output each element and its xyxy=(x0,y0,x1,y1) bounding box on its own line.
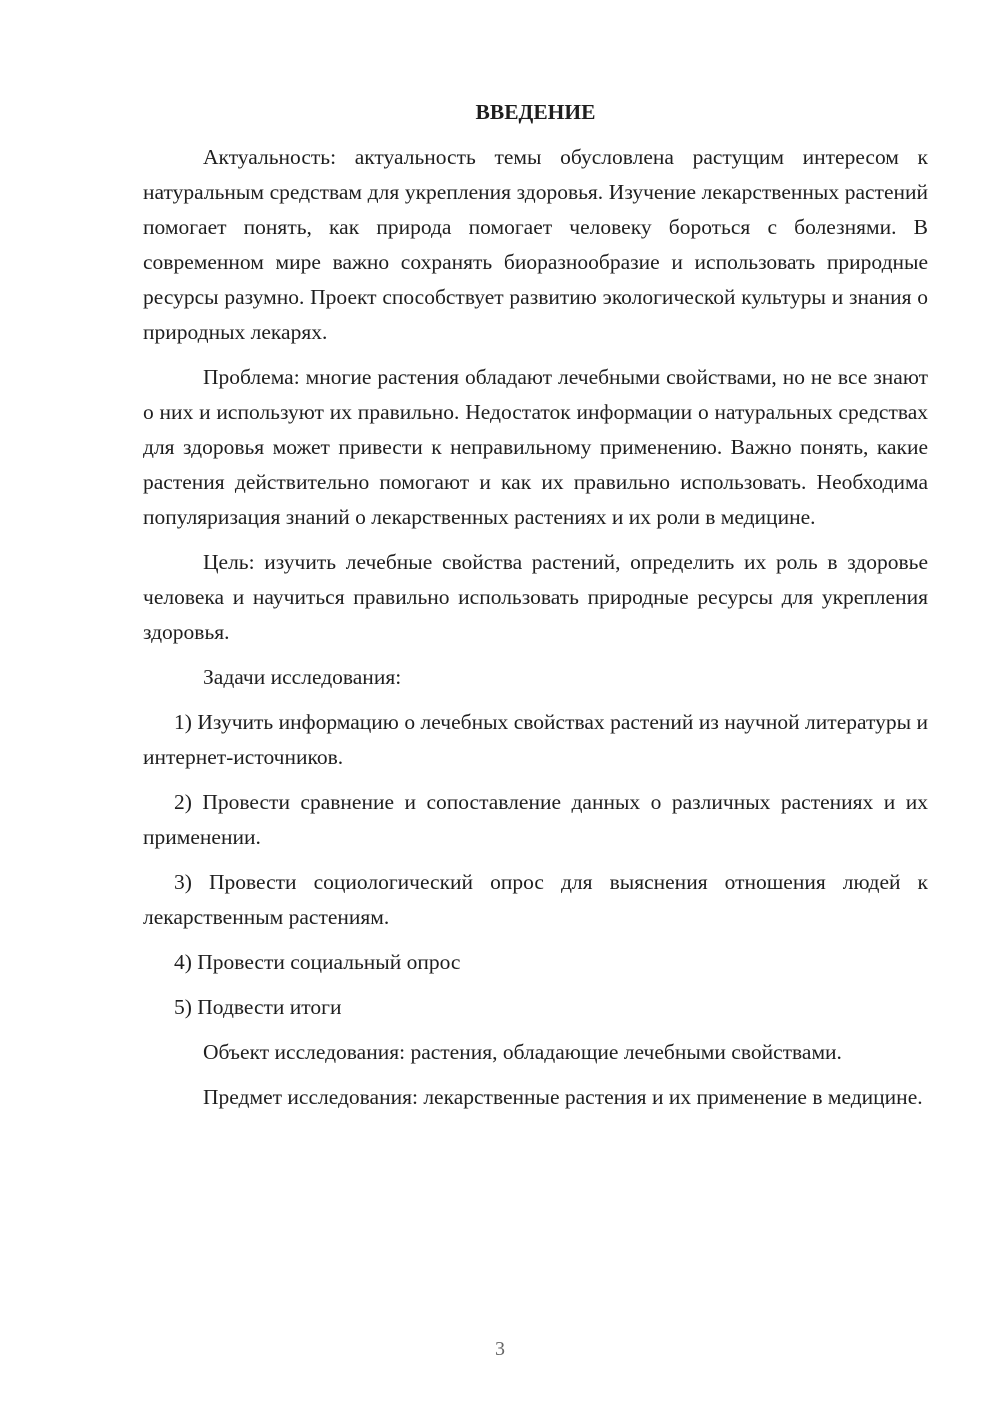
task-item-1: 1) Изучить информацию о лечебных свойствах растений из научной литературы и интернет-источников. xyxy=(143,710,928,769)
section-title: ВВЕДЕНИЕ xyxy=(475,100,596,124)
problem-paragraph: Проблема: многие растения обладают лечебными свойствами, но не все знают о них и используют их правильно. Недостаток информации о натуральных средствах для здоровья может привести к неправильному применению. Важно понять, какие растения действительно помогают и как их правильно использовать. Необходима популяризация знаний о лекарственных растениях и их роли в медицине. xyxy=(143,365,928,529)
task-item-3: 3) Провести социологический опрос для выяснения отношения людей к лекарственным растениям. xyxy=(143,870,928,929)
task-item-2: 2) Провести сравнение и сопоставление данных о различных растениях и их применении. xyxy=(143,790,928,849)
relevance-paragraph: Актуальность: актуальность темы обусловлена растущим интересом к натуральным средствам для укрепления здоровья. Изучение лекарственных растений помогает понять, как природа помогает человеку бороться с болезнями. В современном мире важно сохранять биоразнообразие и использовать природные ресурсы разумно. Проект способствует развитию экологической культуры и знания о природных лекарях. xyxy=(143,145,928,344)
object-paragraph: Объект исследования: растения, обладающие лечебными свойствами. xyxy=(203,1040,842,1064)
page-number: 3 xyxy=(495,1338,505,1360)
tasks-heading: Задачи исследования: xyxy=(203,665,402,689)
goal-paragraph: Цель: изучить лечебные свойства растений, определить их роль в здоровье человека и научиться правильно использовать природные ресурсы для укрепления здоровья. xyxy=(143,550,928,644)
subject-paragraph: Предмет исследования: лекарственные растения и их применение в медицине. xyxy=(203,1085,923,1109)
task-item-4: 4) Провести социальный опрос xyxy=(174,950,461,974)
task-item-5: 5) Подвести итоги xyxy=(174,995,342,1019)
